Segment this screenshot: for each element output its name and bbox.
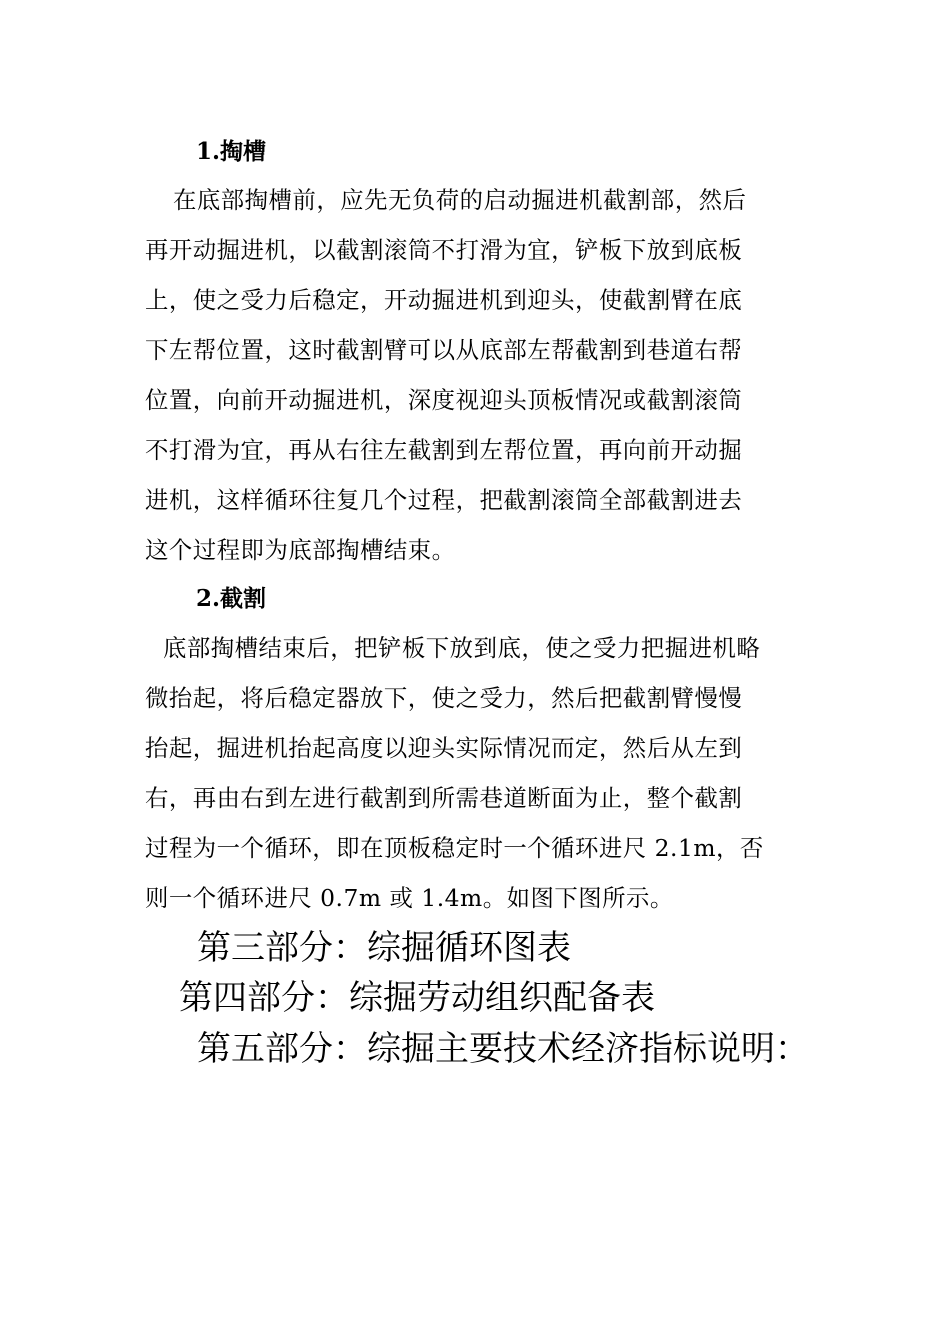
part-heading-3: 第三部分：综掘循环图表 [197,928,571,968]
paragraph-line: 微抬起，将后稳定器放下，使之受力，然后把截割臂慢慢 [145,684,743,712]
part-heading-4: 第四部分：综掘劳动组织配备表 [179,978,655,1018]
paragraph-line: 过程为一个循环，即在顶板稳定时一个循环进尺 2.1m，否 [145,834,764,862]
part-heading-5: 第五部分：综掘主要技术经济指标说明： [197,1029,809,1069]
paragraph-line: 抬起，掘进机抬起高度以迎头实际情况而定，然后从左到 [145,734,743,762]
section-heading-2: 2.截割 [196,585,267,612]
paragraph-line: 底部掏槽结束后，把铲板下放到底，使之受力把掘进机略 [163,634,761,662]
paragraph-line: 再开动掘进机，以截割滚筒不打滑为宜，铲板下放到底板 [145,236,743,264]
paragraph-line: 不打滑为宜，再从右往左截割到左帮位置，再向前开动掘 [145,436,743,464]
paragraph-line: 进机，这样循环往复几个过程，把截割滚筒全部截割进去 [145,486,743,514]
paragraph-line: 右，再由右到左进行截割到所需巷道断面为止，整个截割 [145,784,743,812]
paragraph-line: 这个过程即为底部掏槽结束。 [145,536,456,564]
paragraph-line: 上，使之受力后稳定，开动掘进机到迎头，使截割臂在底 [145,286,743,314]
section-heading-1: 1.掏槽 [196,138,267,165]
section-paragraph-2 [145,623,805,923]
paragraph-line: 位置，向前开动掘进机，深度视迎头顶板情况或截割滚筒 [145,386,743,414]
paragraph-line: 在底部掏槽前，应先无负荷的启动掘进机截割部，然后 [173,186,747,214]
section-paragraph-1 [145,175,805,575]
paragraph-line: 则一个循环进尺 0.7m 或 1.4m。如图下图所示。 [145,884,674,912]
paragraph-line: 下左帮位置，这时截割臂可以从底部左帮截割到巷道右帮 [145,336,743,364]
